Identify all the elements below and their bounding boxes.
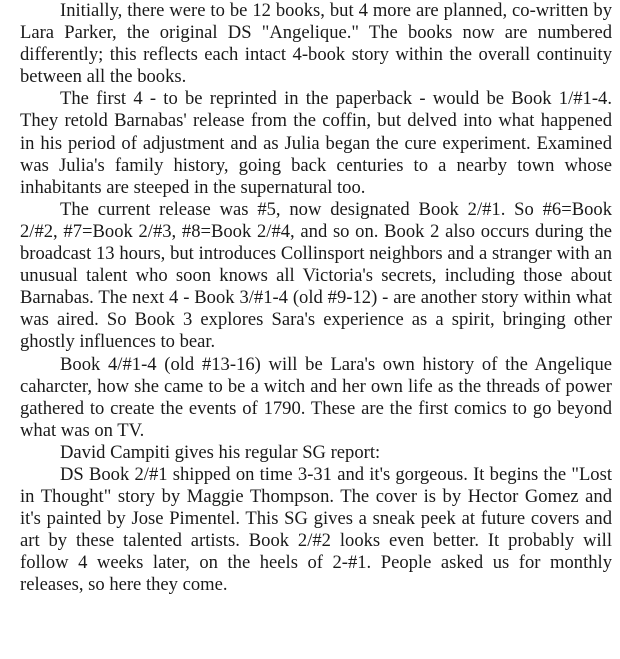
article-body bbox=[20, 0, 612, 597]
paragraph-book-four: Book 4/#1-4 (old #13-16) will be Lara's own history of the Angelique caharcter, how she came to be a witch and her own life as the threads of power gathered to create the events of 1790. These are the first comics to go beyond what was on TV. bbox=[20, 353, 612, 441]
paragraph-current-release: The current release was #5, now designated Book 2/#1. So #6=Book 2/#2, #7=Book 2/#3, #8=Book 2/#4, and so on. Book 2 also occurs during the broadcast 13 hours, but introduces Collinsport neighbors and a stranger with an unusual talent who soon knows all Victoria's secrets, including those about Barnabas. The next 4 - Book 3/#1-4 (old #9-12) - are another story within what was aired. So Book 3 explores Sara's experience as a spirit, bringing other ghostly influences to bear. bbox=[20, 198, 612, 353]
paragraph-co-writer: Initially, there were to be 12 books, but 4 more are planned, co-written by Lara Parker, the original DS "Angelique." The books now are numbered differently; this reflects each intact 4-book story within the overall continuity between all the books. bbox=[20, 0, 612, 88]
paragraph-first-four-books: The first 4 - to be reprinted in the paperback - would be Book 1/#1-4. They retold Barnabas' release from the coffin, but delved into what happened in his period of adjustment and as Julia began the cure experiment. Examined was Julia's family history, going back centuries to a nearby town whose inhabitants are steeped in the supernatural too. bbox=[20, 88, 612, 198]
paragraph-sg-report-intro: David Campiti gives his regular SG report: bbox=[60, 441, 381, 463]
paragraph-sg-report: DS Book 2/#1 shipped on time 3-31 and it's gorgeous. It begins the "Lost in Thought" story by Maggie Thompson. The cover is by Hector Gomez and it's painted by Jose Pimentel. This SG gives a sneak peek at future covers and art by these talented artists. Book 2/#2 looks even better. It probably will follow 4 weeks later, on the heels of 2-#1. People asked us for monthly releases, so here they come. bbox=[20, 463, 612, 596]
